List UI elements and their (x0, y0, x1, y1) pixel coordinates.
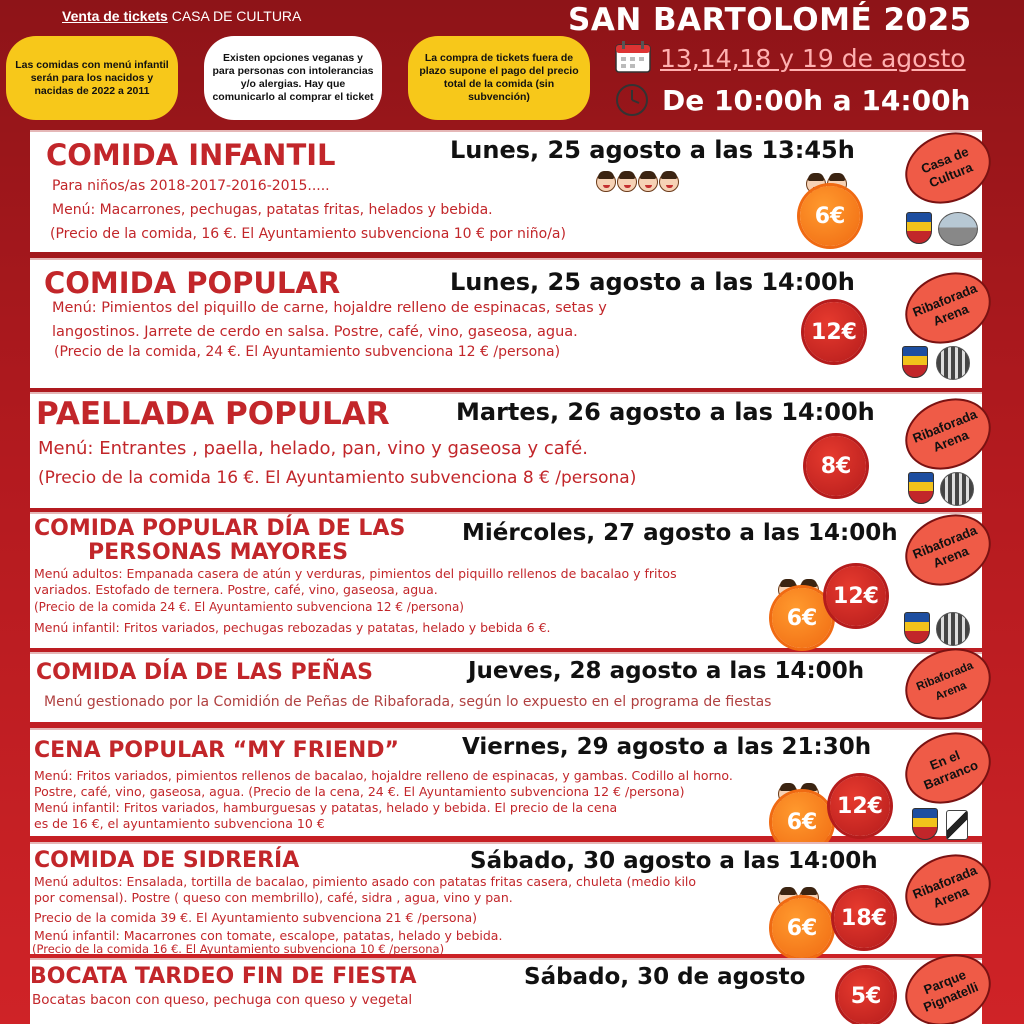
price-badge: 12€ (826, 566, 886, 626)
sales-hours: De 10:00h a 14:00h (662, 84, 971, 117)
event-title: BOCATA TARDEO FIN DE FIESTA (30, 964, 417, 989)
event-card-bocata (30, 958, 982, 1024)
event-date: Lunes, 25 agosto a las 14:00h (450, 268, 855, 296)
event-line: Bocatas bacon con queso, pechuga con queso y vegetal (32, 992, 413, 1008)
page-title: SAN BARTOLOMÉ 2025 (568, 2, 972, 38)
price-badge: 12€ (804, 302, 864, 362)
clock-icon (614, 82, 650, 118)
event-line: Menú infantil: Fritos variados, pechugas rebozadas y patatas, helado y bebida 6 €. (34, 620, 551, 635)
event-line: Menú adultos: Ensalada, tortilla de bacalao, pimiento asado con patatas fritas casera, chuleta (medio kilo (34, 874, 697, 889)
event-line: (Precio de la comida 24 €. El Ayuntamiento subvenciona 12 € /persona) (34, 600, 464, 614)
crest-icon (902, 346, 928, 378)
event-title-line2: PERSONAS MAYORES (88, 540, 349, 565)
location-badge: Casa de Cultura (894, 120, 1001, 216)
event-line: Menú adultos: Empanada casera de atún y verduras, pimientos del piquillo rellenos de bacalao y fritos (34, 566, 677, 581)
ticket-sales-label: Venta de tickets (62, 8, 168, 24)
sales-dates: 13,14,18 y 19 de agosto (660, 44, 966, 73)
price-badge: 18€ (834, 888, 894, 948)
event-date: Miércoles, 27 agosto a las 14:00h (462, 520, 898, 546)
event-date: Viernes, 29 agosto a las 21:30h (462, 734, 872, 760)
event-line: variados. Estofado de ternera. Postre, café, vino, gaseosa, agua. (34, 582, 438, 597)
price-badge: 5€ (838, 968, 894, 1024)
event-title: COMIDA INFANTIL (46, 138, 336, 172)
event-line: es de 16 €, el ayuntamiento subvenciona 10 € (34, 816, 325, 831)
event-line: por comensal). Postre ( queso con membrillo), café, sidra , agua, vino y pan. (34, 890, 513, 905)
ticket-sales-place: CASA DE CULTURA (171, 8, 302, 24)
price-badge-kids: 6€ (772, 792, 832, 852)
event-line: Menú infantil: Macarrones con tomate, escalope, patatas, helado y bebida. (34, 928, 503, 943)
location-badge: Ribaforada Arena (894, 502, 1001, 598)
kids-icon (596, 172, 679, 192)
event-line: Menú: Entrantes , paella, helado, pan, vino y gaseosa y café. (38, 438, 588, 459)
crest-icon (906, 212, 932, 244)
price-badge-kids: 6€ (772, 898, 832, 958)
crest-icon (904, 612, 930, 644)
event-line: Menú infantil: Fritos variados, hamburguesas y patatas, helado y bebida. El precio de la cena (34, 800, 618, 815)
event-line: (Precio de la comida, 16 €. El Ayuntamiento subvenciona 10 € por niño/a) (50, 226, 566, 242)
location-badge: Ribaforada Arena (894, 260, 1001, 356)
price-badge-kids: 6€ (772, 588, 832, 648)
event-title: COMIDA DE SIDRERÍA (34, 848, 300, 873)
event-line: Menú: Macarrones, pechugas, patatas fritas, helados y bebida. (52, 202, 493, 218)
event-line: (Precio de la comida 16 €. El Ayuntamiento subvenciona 8 € /persona) (38, 468, 637, 488)
event-line: Menú gestionado por la Comidión de Peñas de Ribaforada, según lo expuesto en el programa de fiestas (44, 694, 772, 710)
event-date: Martes, 26 agosto a las 14:00h (456, 398, 875, 426)
event-card-personas-mayores (30, 512, 982, 648)
event-date: Sábado, 30 agosto a las 14:00h (470, 848, 878, 874)
note-kids-menu: Las comidas con menú infantil serán para los nacidos y nacidas de 2022 a 2011 (6, 36, 178, 120)
arena-icon (940, 472, 974, 506)
price-badge-kids: 6€ (800, 186, 860, 246)
crest-icon (908, 472, 934, 504)
event-card-my-friend (30, 728, 982, 836)
event-card-sidreria (30, 842, 982, 954)
event-card-paellada (30, 392, 982, 508)
event-title: PAELLADA POPULAR (36, 396, 390, 432)
barranco-icon (946, 810, 968, 840)
price-badge: 8€ (806, 436, 866, 496)
event-date: Jueves, 28 agosto a las 14:00h (468, 658, 865, 684)
note-vegan-options: Existen opciones veganas y para personas con intolerancias y/o alergias. Hay que comunicarlo al comprar el ticket (204, 36, 382, 120)
location-badge: Ribaforada Arena (894, 636, 1001, 732)
event-date: Lunes, 25 agosto a las 13:45h (450, 136, 855, 164)
event-line: (Precio de la comida, 24 €. El Ayuntamiento subvenciona 12 € /persona) (54, 344, 561, 360)
event-card-comida-infantil (30, 130, 982, 252)
building-icon (938, 212, 978, 246)
event-line: Precio de la comida 39 €. El Ayuntamiento subvenciona 21 € /persona) (34, 910, 478, 925)
event-title-line1: COMIDA POPULAR DÍA DE LAS (34, 516, 406, 541)
event-title: COMIDA POPULAR (44, 266, 341, 300)
location-badge: Parque Pignatelli (894, 942, 1001, 1024)
location-badge: Ribaforada Arena (894, 842, 1001, 938)
event-card-dia-penas (30, 652, 982, 722)
event-line: Menú: Fritos variados, pimientos rellenos de bacalao, hojaldre relleno de espinacas, y gambas. Codillo al horno. (34, 768, 733, 783)
event-line: (Precio de la comida 16 €. El Ayuntamiento subvenciona 10 € /persona) (32, 942, 445, 956)
crest-icon (912, 808, 938, 840)
event-title: COMIDA DÍA DE LAS PEÑAS (36, 660, 373, 685)
note-late-purchase: La compra de tickets fuera de plazo supone el pago del precio total de la comida (sin subvención) (408, 36, 590, 120)
event-line: langostinos. Jarrete de cerdo en salsa. Postre, café, vino, gaseosa, agua. (52, 324, 578, 340)
arena-icon (936, 612, 970, 646)
event-card-comida-popular (30, 258, 982, 388)
event-line: Menú: Pimientos del piquillo de carne, hojaldre relleno de espinacas, setas y (52, 300, 607, 316)
arena-icon (936, 346, 970, 380)
event-line: Para niños/as 2018-2017-2016-2015..... (52, 178, 330, 194)
event-title: CENA POPULAR “MY FRIEND” (34, 738, 399, 763)
location-badge: Ribaforada Arena (894, 386, 1001, 482)
price-badge: 12€ (830, 776, 890, 836)
ticket-sales-info (62, 8, 301, 24)
location-badge: En el Barranco (894, 720, 1001, 816)
event-date: Sábado, 30 de agosto (524, 964, 806, 990)
calendar-icon (614, 40, 652, 74)
event-line: Postre, café, vino, gaseosa, agua. (Precio de la cena, 24 €. El Ayuntamiento subvenciona 12 € /persona) (34, 784, 685, 799)
